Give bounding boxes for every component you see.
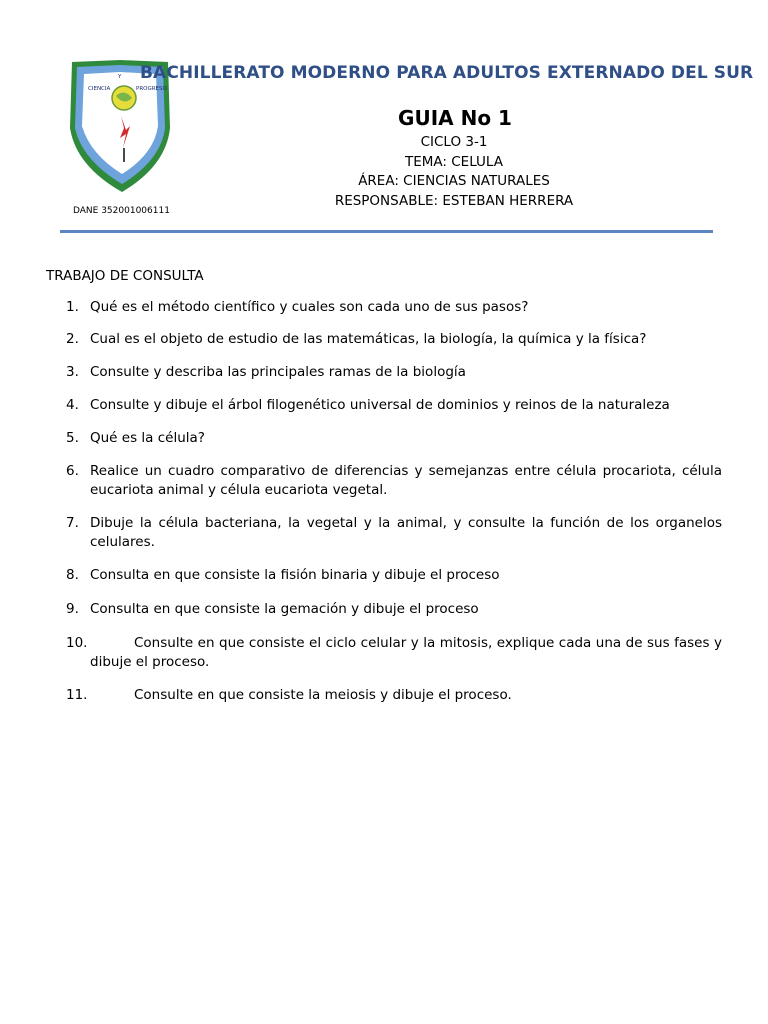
question-text: Qué es la célula? (90, 430, 205, 446)
section-heading: TRABAJO DE CONSULTA (46, 268, 204, 284)
guide-title: GUIA No 1 (398, 106, 512, 130)
question-text: Dibuje la célula bacteriana, la vegetal y la animal, y consulte la función de los organelos celulares. (90, 515, 722, 550)
question-item (66, 600, 722, 619)
svg-text:PROGRESO: PROGRESO (136, 86, 167, 92)
question-text: Consulte en que consiste la meiosis y dibuje el proceso. (134, 687, 512, 703)
guide-metadata (284, 133, 624, 211)
question-number: 7. (66, 515, 79, 531)
area-line: ÁREA: CIENCIAS NATURALES (358, 173, 550, 189)
question-item (66, 298, 722, 317)
topic-line: TEMA: CELULA (404, 153, 503, 170)
question-text: Qué es el método científico y cuales son cada uno de sus pasos? (90, 299, 529, 315)
question-text: Consulta en que consiste la fisión binaria y dibuje el proceso (90, 567, 500, 583)
dane-code: DANE 352001006111 (73, 206, 170, 216)
question-item (66, 429, 722, 448)
svg-text:CIENCIA: CIENCIA (88, 86, 111, 92)
question-number: 3. (66, 364, 79, 380)
question-item (66, 462, 722, 500)
questions-list (66, 298, 722, 705)
question-number: 1. (66, 299, 79, 315)
responsible-line: RESPONSABLE: ESTEBAN HERRERA (334, 192, 574, 209)
question-item (66, 566, 722, 585)
question-item (66, 634, 722, 672)
question-item (66, 396, 722, 415)
svg-text:Y: Y (118, 74, 122, 80)
question-item (66, 514, 722, 552)
question-number: 6. (66, 463, 79, 479)
question-number: 10. (66, 635, 88, 651)
question-number: 5. (66, 430, 79, 446)
question-number: 11. (66, 687, 88, 703)
question-text: Cual es el objeto de estudio de las matemáticas, la biología, la química y la física? (90, 331, 647, 347)
question-number: 2. (66, 331, 79, 347)
question-text: Consulte y describa las principales ramas de la biología (90, 364, 466, 380)
header-divider (60, 230, 713, 233)
question-item (66, 330, 722, 349)
question-text: Realice un cuadro comparativo de diferencias y semejanzas entre célula procariota, célula eucariota animal y célula eucariota vegetal. (90, 463, 722, 498)
question-text: Consulte y dibuje el árbol filogenético universal de dominios y reinos de la naturaleza (90, 397, 670, 413)
question-text: Consulta en que consiste la gemación y dibuje el proceso (90, 601, 479, 617)
question-item (66, 363, 722, 382)
cycle-line: CICLO 3-1 (420, 134, 488, 150)
question-number: 9. (66, 601, 79, 617)
question-number: 4. (66, 397, 79, 413)
question-text: Consulte en que consiste el ciclo celular y la mitosis, explique cada una de sus fases y dibuje el proceso. (90, 635, 722, 670)
school-name: BACHILLERATO MODERNO PARA ADULTOS EXTERNADO DEL SUR (140, 63, 754, 83)
question-number: 8. (66, 567, 79, 583)
question-item (66, 686, 722, 705)
